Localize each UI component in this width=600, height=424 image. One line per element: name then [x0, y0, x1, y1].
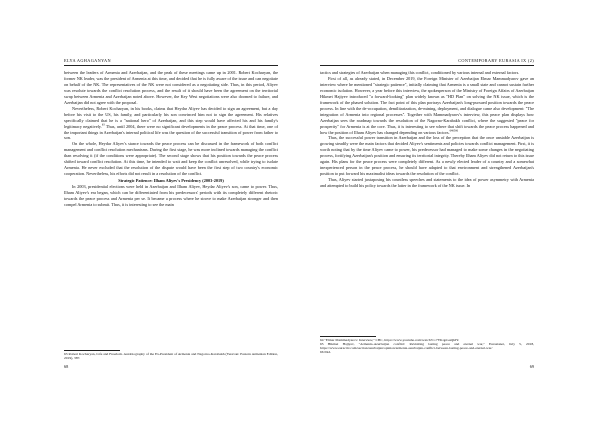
footnote-ref[interactable]: 66 [455, 129, 458, 133]
paragraph-text: First of all, as already stated, in December 2019, the Foreign Minister of Azerbaijan Elmar Mammadyarov gave an interview where he mentioned "strategic patience", initially claiming that Armenia is a small state and cannot sustain further economic isolation. However, a year before this interview, the spokesperson of the Ministry of Foreign Affairs of Azerbaijan Hikmet Hajiyev introduced "a forward-looking" plan widely known as "HD Plan" on solving the NK issue, which is the framework of the phased solution. The fact point of this plan portrays Azerbaijan's long-pursued position towards the peace process. In line with the de-occupation, demilitarization, de-mining, deployment, and dialogue came also development: "The integration of Armenia into regional processes". Together with Mammadyarov's interview, this peace plan displays how Azerbaijan sees the roadmap towards the resolution of the Nagorno-Karabakh conflict, where the suggested "peace for prosperity" for Armenia is at the core. Thus, it is interesting to see where that shift towards the peace process happened and how the position of Ilham Aliyev has changed depending on various factors. [320, 75, 534, 135]
right-body-text [320, 70, 534, 189]
footnote-rule-right [320, 336, 376, 337]
footnote: 66 Ibid. [320, 350, 332, 355]
footnote-ref[interactable]: 63 [101, 123, 105, 127]
paragraph: In 2003, presidential elections were held in Azerbaijan and Ilham Aliyev, Heydar Aliyev's son, came to power. Thus, Ilham Aliyev's era began, which can be differentiated from his predecessors' periods with its completely different rhetoric towards the peace process and Armenia per se. It became a process where he strove to make Azerbaijan stronger and then compel Armenia to submit. Thus, it is interesting to see the main [64, 184, 278, 207]
running-head-left: ELYA AGHAGANYAN [64, 58, 111, 63]
footnote-ref[interactable]: 65 [452, 129, 456, 133]
paragraph: Thus, Aliyev started juxtaposing his countless speeches and statements to the idea of power asymmetry with Armenia and attempted to build his policy towards the latter in the framework of the NK issue. In [320, 177, 534, 189]
paragraph: On the whole, Heydar Aliyev's stance towards the peace process can be discussed in the framework of both conflict management and conflict resolution mechanisms. During the first stage, he was more inclined towards managing the conflict than resolving it (if the conditions were appropriate). The second stage shows that his position towards the peace process shifted toward conflict resolution. At this time, he intended to wait and keep the conflict unresolved, while trying to isolate Armenia. He never excluded that the resolution of the dispute would have been the first step of two country's economic cooperation. Nevertheless, his efforts did not result in a resolution of the conflict. [64, 141, 278, 177]
footnote: 65 Hikmet Hajiyev, "Armenia-Azerbaijan conflict: Revisiting lasting peace and eternal war," Eurasianet, July 5, 2018, https://www.euractiv.com/section/azerbaijan/opinion/armenia-azerbaijan-conflict-between-lasting-peace-and-eternal-war/ [320, 342, 534, 351]
running-head-right: CONTEMPORARY EURASIA IX (2) [458, 58, 534, 63]
right-page [300, 0, 600, 424]
footnotes-right [320, 338, 534, 354]
paragraph: tactics and strategies of Azerbaijan when managing this conflict, conditioned by various internal and external factors. [320, 70, 520, 75]
paragraph [320, 76, 534, 136]
left-body-text [64, 70, 278, 208]
paragraph [64, 106, 278, 142]
header-rule-right [320, 65, 534, 66]
section-heading: Strategic Patience: Ilham Aliyev's Presidency (2003-2019) [118, 178, 224, 184]
footnote: 63 Robert Kocharyan, Life and Freedom. Autobiography of the Ex-President of Armenia and Nagorno-Karabakh (Yerevan: Eastern Armenian Edition, 2019), 387. [64, 352, 278, 361]
footnote: 64 "Elmar Mammadyarov: Interview," CBC, https://www.youtube.com/watch?v=7YKqpGuQhIY. [320, 338, 460, 342]
paragraph: between the leaders of Armenia and Azerbaijan, and the peak of these meetings came up in 2001. Robert Kocharyan, the former NK leader, was the president of Armenia at this time, and decided that he is fully aware of the issue and can negotiate on behalf of the NK. The representatives of the NK were not considered as a negotiating side. Thus, in this period, Aliyev was resolute towards the conflict resolution process, and the result of it should have been the agreement on the territorial swap between Armenia and Azerbaijan noted above. However, the Key West negotiations were also doomed to failure, and Azerbaijan did not agree with the proposal. [64, 70, 278, 105]
paragraph: Thus, the successful power transition in Azerbaijan and the loss of the perception that the once unstable Azerbaijan is growing steadily were the main factors that decided Aliyev's sentiments and policies towards conflict management. First, it is worth noting that by the time Aliyev came to power, his predecessor had managed to make some changes in the negotiating process, fortifying Azerbaijan's position and ensuring its territorial integrity. Thereby Ilham Aliyev did not return to this issue again. His plans for the peace process were completely different. As a newly elected leader of a country and a somewhat inexperienced person in the peace process, he should have adapted to that environment and strengthened Azerbaijan's position to put forward his maximalist ideas towards the resolution of the conflict. [320, 135, 534, 177]
page-number-right: 69 [529, 364, 534, 369]
header-rule-left [64, 65, 278, 66]
footnote-ref[interactable]: 64 [449, 129, 453, 133]
footnotes-left [64, 352, 278, 360]
paragraph-text: Nevertheless, Robert Kocharyan, in his books, claims that Heydar Aliyev has decided to sign an agreement, but a day before his visit to the US, his family, and particularly his son convinced him not to sign the agreement. His relatives specifically claimed that he is a "national hero" of Azerbaijan, and this step would have affected his and his family's legitimacy negatively. [64, 105, 278, 129]
page-number-left: 68 [64, 364, 69, 369]
footnote-rule-left [64, 350, 120, 351]
paragraph-text: Thus, until 2004, there were no significant developments in the peace process. At that time, one of the important things in Azerbaijan's internal political life was the question of the successful transition of power from father to son. [64, 123, 278, 141]
